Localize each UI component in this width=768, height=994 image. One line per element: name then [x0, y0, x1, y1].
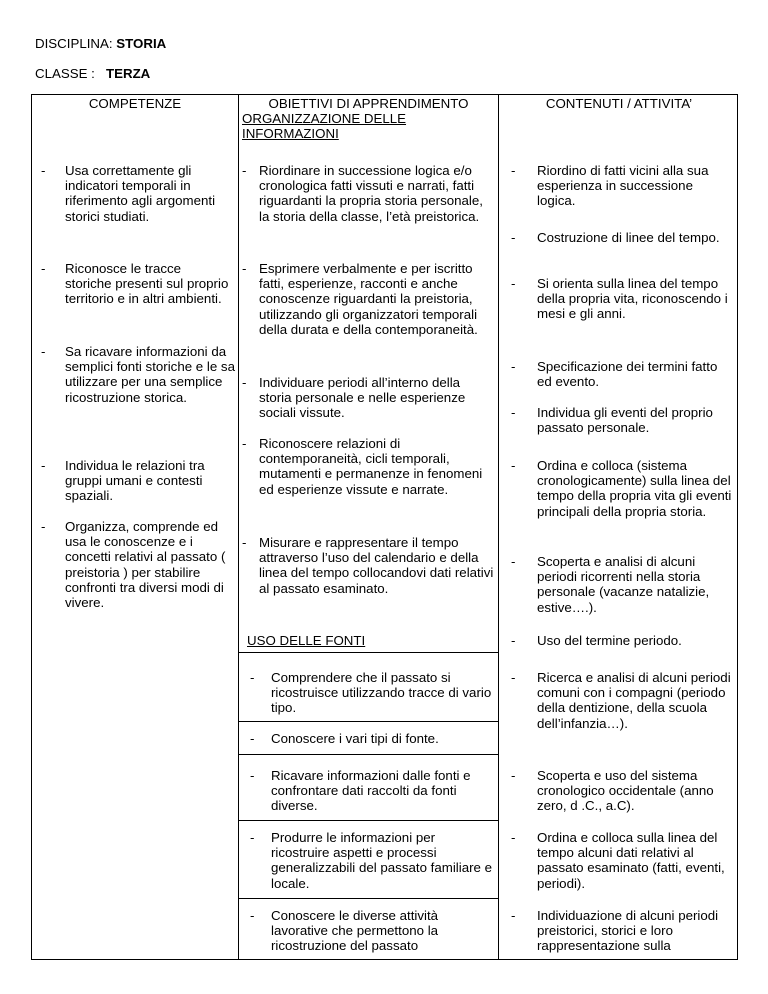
list-bullet: -: [250, 830, 255, 845]
classe-label: CLASSE :: [35, 66, 95, 81]
list-bullet: -: [511, 554, 516, 569]
obiettivo-item: Conoscere i vari tipi di fonte.: [271, 731, 439, 746]
list-bullet: -: [41, 519, 46, 534]
row-divider: [239, 898, 498, 899]
contenuto-item: Ordina e colloca sulla linea del tempo alcuni dati relativi al passato esaminato (fatti, eventi, periodi).: [537, 830, 725, 891]
list-bullet: -: [242, 261, 247, 276]
list-bullet: -: [511, 908, 516, 923]
obiettivo-item: Misurare e rappresentare il tempo attraverso l’uso del calendario e della linea del tempo collocandovi dati relativi al passato esaminato.: [259, 535, 494, 596]
section-title-organizzazione: ORGANIZZAZIONE DELLE INFORMAZIONI: [242, 111, 407, 142]
classe-line: [35, 66, 150, 81]
column-divider-2: [498, 95, 499, 959]
list-bullet: -: [242, 535, 247, 550]
contenuto-item: Si orienta sulla linea del tempo della propria vita, riconoscendo i mesi e gli anni.: [537, 276, 728, 322]
obiettivo-item: Individuare periodi all’interno della storia personale e nelle esperienze sociali vissute.: [259, 375, 466, 421]
column-header-competenze: COMPETENZE: [88, 96, 182, 111]
obiettivo-item: Comprendere che il passato si ricostruisce utilizzando tracce di vario tipo.: [271, 670, 492, 716]
list-bullet: -: [250, 908, 255, 923]
list-bullet: -: [41, 163, 46, 178]
list-bullet: -: [511, 405, 516, 420]
contenuto-item: Costruzione di linee del tempo.: [537, 230, 720, 245]
list-bullet: -: [511, 670, 516, 685]
contenuto-item: Ricerca e analisi di alcuni periodi comuni con i compagni (periodo della dentizione, della scuola dell’infanzia…).: [537, 670, 731, 731]
competenza-item: Organizza, comprende ed usa le conoscenze e i concetti relativi al passato ( preistoria ) per stabilire confronti tra diversi modi di vivere.: [65, 519, 226, 611]
row-divider: [239, 652, 498, 653]
contenuto-item: Scoperta e uso del sistema cronologico occidentale (anno zero, d .C., a.C).: [537, 768, 714, 814]
competenza-item: Sa ricavare informazioni da semplici fonti storiche e le sa utilizzare per una semplice ricostruzione storica.: [65, 344, 235, 405]
list-bullet: -: [511, 768, 516, 783]
list-bullet: -: [511, 163, 516, 178]
contenuto-item: Scoperta e analisi di alcuni periodi ricorrenti nella storia personale (vacanze natalizie, estive….).: [537, 554, 710, 615]
list-bullet: -: [41, 261, 46, 276]
obiettivo-item: Ricavare informazioni dalle fonti e confrontare dati raccolti da fonti diverse.: [271, 768, 471, 814]
competenza-item: Usa correttamente gli indicatori temporali in riferimento agli argomenti storici studiati.: [65, 163, 216, 224]
obiettivo-item: Produrre le informazioni per ricostruire aspetti e processi generalizzabili del passato familiare e locale.: [271, 830, 492, 891]
list-bullet: -: [242, 163, 247, 178]
list-bullet: -: [250, 670, 255, 685]
obiettivo-item: Riconoscere relazioni di contemporaneità, cicli temporali, mutamenti e permanenze in fenomeni ed esperienze vissute e narrate.: [259, 436, 483, 497]
curriculum-table: [31, 94, 738, 960]
disciplina-value: STORIA: [116, 36, 167, 51]
row-divider: [239, 754, 498, 755]
list-bullet: -: [511, 633, 516, 648]
obiettivo-item: Esprimere verbalmente e per iscritto fatti, esperienze, racconti e anche conoscenze riguardanti la preistoria, utilizzando gli organizzatori temporali della durata e della contemporaneità.: [259, 261, 478, 337]
contenuto-item: Individua gli eventi del proprio passato personale.: [537, 405, 713, 436]
list-bullet: -: [41, 344, 46, 359]
list-bullet: -: [242, 375, 247, 390]
list-bullet: -: [250, 768, 255, 783]
list-bullet: -: [41, 458, 46, 473]
obiettivo-item: Riordinare in successione logica e/o cronologica fatti vissuti e narrati, fatti riguardanti la propria storia personale, la storia della classe, l’età preistorica.: [259, 163, 483, 224]
column-header-contenuti: CONTENUTI / ATTIVITA’: [545, 96, 693, 111]
row-divider: [239, 721, 498, 722]
disciplina-line: [35, 36, 166, 51]
classe-value: TERZA: [105, 66, 151, 81]
list-bullet: -: [511, 458, 516, 473]
list-bullet: -: [242, 436, 247, 451]
contenuto-item: Riordino di fatti vicini alla sua esperienza in successione logica.: [537, 163, 709, 209]
row-divider: [239, 820, 498, 821]
contenuto-item: Uso del termine periodo.: [537, 633, 682, 648]
column-header-obiettivi: OBIETTIVI DI APPRENDIMENTO: [268, 96, 469, 111]
list-bullet: -: [250, 731, 255, 746]
column-divider-1: [238, 95, 239, 959]
competenza-item: Riconosce le tracce storiche presenti sul proprio territorio e in altri ambienti.: [65, 261, 229, 307]
obiettivo-item: Conoscere le diverse attività lavorative che permettono la ricostruzione del passato: [271, 908, 439, 954]
contenuto-item: Ordina e colloca (sistema cronologicamente) sulla linea del tempo della propria vita gli eventi principali della propria storia.: [537, 458, 732, 519]
list-bullet: -: [511, 359, 516, 374]
contenuto-item: Specificazione dei termini fatto ed evento.: [537, 359, 718, 390]
list-bullet: -: [511, 276, 516, 291]
contenuto-item: Individuazione di alcuni periodi preistorici, storici e loro rappresentazione sulla: [537, 908, 719, 954]
list-bullet: -: [511, 830, 516, 845]
disciplina-label: DISCIPLINA:: [35, 36, 113, 51]
list-bullet: -: [511, 230, 516, 245]
section-title-fonti: USO DELLE FONTI: [247, 633, 366, 648]
competenza-item: Individua le relazioni tra gruppi umani e contesti spaziali.: [65, 458, 205, 504]
